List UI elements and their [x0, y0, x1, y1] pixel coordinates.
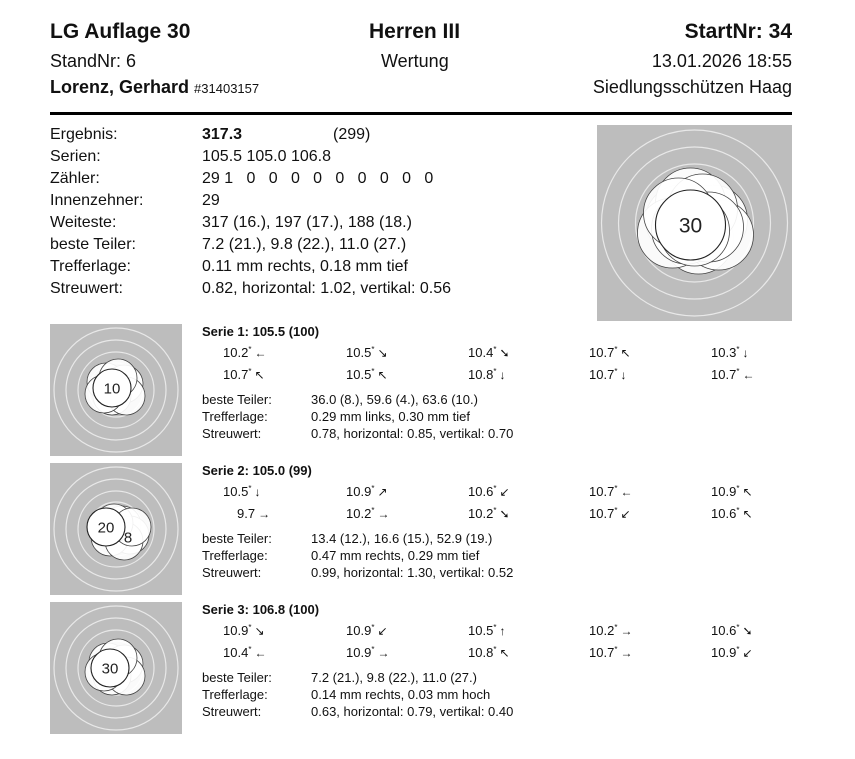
shot-score: 10.6	[468, 484, 494, 499]
direction-arrow-icon: ↓	[499, 368, 506, 382]
inner-ten-marker: *	[614, 367, 618, 376]
inner-ten-marker: *	[371, 623, 375, 632]
shot-value	[346, 645, 389, 660]
stand-number: StandNr: 6	[50, 51, 137, 71]
shot-number-label: 8	[123, 529, 133, 547]
shot-score: 10.7	[711, 367, 737, 382]
direction-arrow-icon: ↙	[620, 507, 631, 521]
shot-value	[223, 484, 260, 499]
shot-number-label: 10	[103, 380, 121, 398]
club-name: Siedlungsschützen Haag	[592, 77, 792, 97]
series-stat-value: 7.2 (21.), 9.8 (22.), 11.0 (27.)	[311, 670, 477, 685]
inner-ten-marker: *	[493, 623, 497, 632]
shot-score: 10.2	[589, 623, 615, 638]
shot-value	[346, 623, 388, 638]
shot-score: 10.7	[589, 345, 615, 360]
summary-label: Trefferlage:	[50, 258, 131, 275]
direction-arrow-icon: ↘	[254, 624, 265, 638]
series-stat-value: 13.4 (12.), 16.6 (15.), 52.9 (19.)	[311, 531, 493, 546]
direction-arrow-icon: ↖	[499, 646, 510, 660]
shot-value	[589, 506, 631, 521]
direction-arrow-icon: →	[377, 507, 390, 521]
summary-value: 7.2 (21.), 9.8 (22.), 11.0 (27.)	[202, 236, 407, 253]
shot-score: 10.7	[589, 506, 615, 521]
shot-score: 10.9	[711, 645, 737, 660]
shot-number-label: 30	[101, 660, 119, 678]
inner-ten-marker: *	[736, 367, 740, 376]
direction-arrow-icon: ↖	[254, 368, 265, 382]
inner-ten-marker: *	[493, 484, 497, 493]
series-stat-label: Streuwert:	[202, 426, 262, 441]
shot-value	[223, 367, 265, 382]
summary-target	[597, 125, 792, 321]
direction-arrow-icon: ↙	[377, 624, 388, 638]
direction-arrow-icon: ↖	[742, 507, 753, 521]
summary-value: 317 (16.), 197 (17.), 188 (18.)	[202, 214, 412, 231]
direction-arrow-icon: →	[377, 646, 390, 660]
series-stat-label: Streuwert:	[202, 704, 262, 719]
inner-ten-marker: *	[371, 645, 375, 654]
shot-score: 10.6	[711, 506, 737, 521]
shot-number-label: 20	[97, 519, 115, 537]
direction-arrow-icon: ↓	[742, 346, 749, 360]
direction-arrow-icon: ←	[620, 485, 633, 499]
inner-ten-marker: *	[493, 506, 497, 515]
shot-value	[346, 506, 389, 521]
inner-ten-marker: *	[736, 506, 740, 515]
inner-ten-marker: *	[371, 506, 375, 515]
inner-ten-marker: *	[736, 484, 740, 493]
shot-value	[589, 367, 626, 382]
summary-label: Weiteste:	[50, 214, 117, 231]
shot-value	[468, 367, 505, 382]
shot-value	[711, 506, 753, 521]
series-stat-value: 0.78, horizontal: 0.85, vertikal: 0.70	[311, 426, 514, 441]
inner-ten-marker: *	[248, 645, 252, 654]
series-stat-label: beste Teiler:	[202, 670, 272, 685]
inner-ten-marker: *	[248, 623, 252, 632]
direction-arrow-icon: ↓	[254, 485, 261, 499]
direction-arrow-icon: ←	[254, 346, 267, 360]
inner-ten-marker: *	[614, 623, 618, 632]
inner-ten-marker: *	[371, 345, 375, 354]
shot-value	[346, 367, 388, 382]
direction-arrow-icon: →	[258, 507, 271, 521]
summary-label: beste Teiler:	[50, 236, 136, 253]
summary-value: 0.11 mm rechts, 0.18 mm tief	[202, 258, 408, 275]
summary-label: Streuwert:	[50, 280, 123, 297]
inner-ten-marker: *	[493, 367, 497, 376]
header-divider	[50, 112, 792, 115]
inner-ten-marker: *	[614, 484, 618, 493]
shot-value	[468, 484, 510, 499]
series-title: Serie 1: 105.5 (100)	[202, 324, 320, 339]
shot-value	[346, 345, 388, 360]
summary-value: 105.5 105.0 106.8	[202, 148, 332, 165]
inner-ten-marker: *	[248, 484, 252, 493]
shooter-line	[50, 77, 259, 98]
summary-label: Serien:	[50, 148, 101, 165]
series-stat-value: 0.99, horizontal: 1.30, vertikal: 0.52	[311, 565, 514, 580]
inner-ten-marker: *	[248, 345, 252, 354]
summary-value: 317.3	[202, 126, 243, 143]
direction-arrow-icon: ←	[742, 368, 755, 382]
shot-value	[711, 484, 753, 499]
direction-arrow-icon: ↑	[499, 624, 506, 638]
shot-score: 10.2	[468, 506, 494, 521]
shot-score: 10.4	[468, 345, 494, 360]
start-number: StartNr: 34	[684, 20, 792, 43]
shot-value	[711, 345, 748, 360]
series-stat-value: 0.63, horizontal: 0.79, vertikal: 0.40	[311, 704, 514, 719]
competition-title: LG Auflage 30	[50, 20, 191, 43]
result-type: Wertung	[381, 51, 449, 71]
shot-score: 10.7	[589, 367, 615, 382]
shot-value	[237, 506, 270, 521]
series-stat-value: 0.47 mm rechts, 0.29 mm tief	[311, 548, 480, 563]
shot-score: 10.4	[223, 645, 249, 660]
summary-value: 0.82, horizontal: 1.02, vertikal: 0.56	[202, 280, 452, 297]
series-target	[50, 602, 182, 734]
series-title: Serie 2: 105.0 (99)	[202, 463, 312, 478]
shot-value	[468, 645, 510, 660]
summary-value: 29 1 0 0 0 0 0 0 0 0 0	[202, 170, 434, 187]
shot-value	[711, 623, 753, 638]
inner-ten-marker: *	[736, 345, 740, 354]
class-title: Herren III	[369, 20, 461, 43]
shot-value	[223, 645, 266, 660]
shot-score: 10.9	[346, 623, 372, 638]
shot-value	[589, 484, 632, 499]
summary-extra: (299)	[333, 126, 371, 143]
series-stat-label: beste Teiler:	[202, 531, 272, 546]
direction-arrow-icon: ↖	[742, 485, 753, 499]
shot-value	[589, 645, 632, 660]
shot-score: 10.8	[468, 645, 494, 660]
shot-value	[223, 345, 266, 360]
shot-score: 10.2	[346, 506, 372, 521]
summary-label: Innenzehner:	[50, 192, 144, 209]
summary-label: Ergebnis:	[50, 126, 118, 143]
series-target	[50, 324, 182, 456]
shot-value	[346, 484, 388, 499]
inner-ten-marker: *	[736, 645, 740, 654]
shot-score: 10.2	[223, 345, 249, 360]
series-target	[50, 463, 182, 595]
series-stat-label: Streuwert:	[202, 565, 262, 580]
series-stat-value: 0.29 mm links, 0.30 mm tief	[311, 409, 470, 424]
shot-value	[468, 345, 510, 360]
shot-score: 10.8	[468, 367, 494, 382]
shot-score: 10.7	[589, 484, 615, 499]
direction-arrow-icon: ➘	[499, 346, 510, 360]
shot-number-label: 30	[678, 214, 703, 238]
series-stat-label: Trefferlage:	[202, 409, 268, 424]
shot-score: 10.9	[346, 645, 372, 660]
direction-arrow-icon: ↘	[377, 346, 388, 360]
shot-score: 10.7	[223, 367, 249, 382]
shooter-id: #31403157	[194, 81, 260, 96]
inner-ten-marker: *	[614, 506, 618, 515]
direction-arrow-icon: ↖	[377, 368, 388, 382]
series-stat-label: Trefferlage:	[202, 548, 268, 563]
shot-value	[589, 623, 632, 638]
series-title: Serie 3: 106.8 (100)	[202, 602, 320, 617]
shot-value	[589, 345, 631, 360]
shot-score: 10.3	[711, 345, 737, 360]
shot-value	[711, 645, 753, 660]
direction-arrow-icon: →	[620, 624, 633, 638]
inner-ten-marker: *	[493, 645, 497, 654]
inner-ten-marker: *	[371, 367, 375, 376]
shot-value	[711, 367, 754, 382]
shot-score: 10.9	[711, 484, 737, 499]
shot-score: 10.7	[589, 645, 615, 660]
direction-arrow-icon: ←	[254, 646, 267, 660]
direction-arrow-icon: ➘	[499, 507, 510, 521]
direction-arrow-icon: ↓	[620, 368, 627, 382]
inner-ten-marker: *	[371, 484, 375, 493]
shot-value	[468, 506, 510, 521]
direction-arrow-icon: →	[620, 646, 633, 660]
shot-value	[223, 623, 265, 638]
shot-value	[468, 623, 505, 638]
direction-arrow-icon: ↖	[620, 346, 631, 360]
shot-score: 10.5	[468, 623, 494, 638]
inner-ten-marker: *	[248, 367, 252, 376]
shot-score: 10.6	[711, 623, 737, 638]
inner-ten-marker: *	[614, 345, 618, 354]
summary-value: 29	[202, 192, 220, 209]
summary-label: Zähler:	[50, 170, 100, 187]
direction-arrow-icon: ↗	[377, 485, 388, 499]
shot-score: 10.9	[223, 623, 249, 638]
shot-score: 10.9	[346, 484, 372, 499]
shot-score: 10.5	[346, 345, 372, 360]
inner-ten-marker: *	[614, 645, 618, 654]
series-stat-label: Trefferlage:	[202, 687, 268, 702]
datetime: 13.01.2026 18:55	[651, 51, 792, 71]
inner-ten-marker: *	[736, 623, 740, 632]
inner-ten-marker: *	[493, 345, 497, 354]
series-stat-label: beste Teiler:	[202, 392, 272, 407]
series-stat-value: 0.14 mm rechts, 0.03 mm hoch	[311, 687, 491, 702]
shot-score: 10.5	[346, 367, 372, 382]
shot-score: 10.5	[223, 484, 249, 499]
shot-score: 9.7	[237, 506, 256, 521]
direction-arrow-icon: ↙	[499, 485, 510, 499]
shooter-name: Lorenz, Gerhard	[50, 77, 190, 97]
series-stat-value: 36.0 (8.), 59.6 (4.), 63.6 (10.)	[311, 392, 478, 407]
direction-arrow-icon: ➘	[742, 624, 753, 638]
direction-arrow-icon: ↙	[742, 646, 753, 660]
